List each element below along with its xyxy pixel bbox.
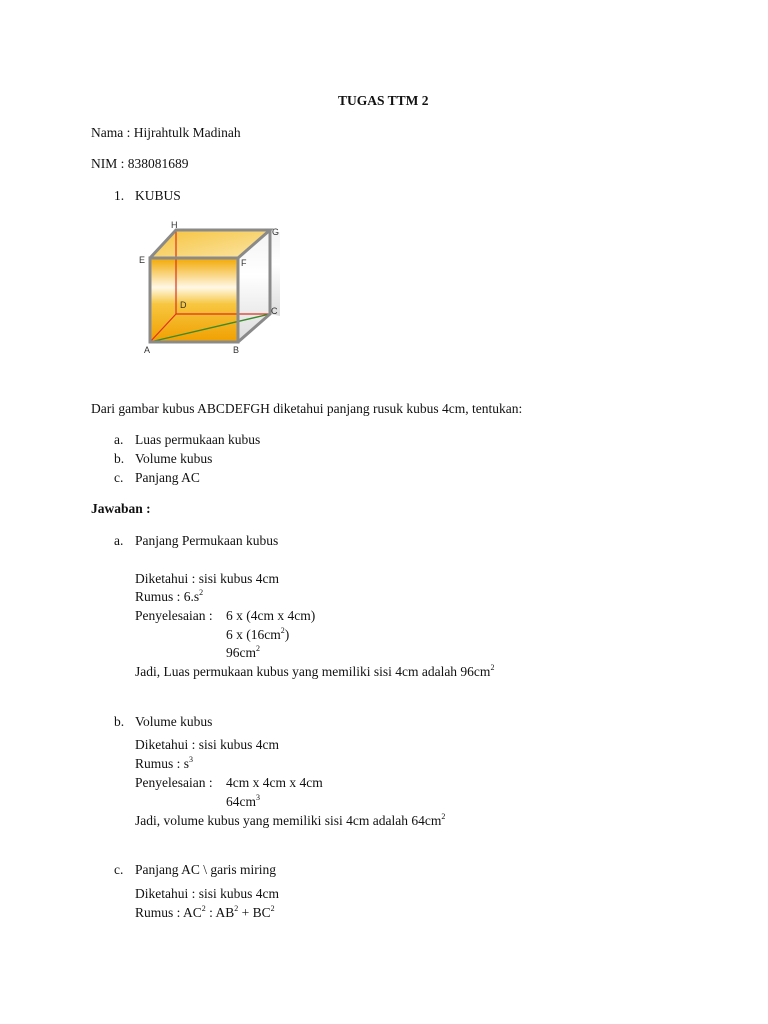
answer-a-formula: Rumus : $6.s^2$ [135,587,204,604]
answer-b-known: Diketahui : sisi kubus 4cm [135,737,279,752]
answer-a-step3: $96cm^2$ [226,643,260,660]
nim-line: NIM : 838081689 [91,156,189,171]
answer-c-marker: c. [114,862,124,877]
cube-front-face [150,258,238,342]
answer-a-marker: a. [114,533,124,548]
answer-a-step1: 6 x (4cm x 4cm) [226,608,316,623]
vertex-c: C [271,306,278,316]
answer-a-solution-label: Penyelesaian : [135,608,213,623]
answer-a-title: Panjang Permukaan kubus [135,533,279,548]
answer-a-conclusion: Jadi, Luas permukaan kubus yang memiliki sisi 4cm adalah $96cm^2$ [135,662,495,679]
question-marker-a: a. [114,432,124,447]
section-number: 1. [114,188,125,203]
answer-c-formula: Rumus : $AC^2$ : $AB^2 + BC^2$ [135,903,275,920]
vertex-g: G [272,227,280,237]
cube-figure [138,218,284,356]
answer-b-step2: $64cm^3$ [226,792,260,809]
answer-b-formula: Rumus : $s^3$ [135,754,194,771]
question-intro: Dari gambar kubus ABCDEFGH diketahui panjang rusuk kubus 4cm, tentukan: [91,401,523,416]
question-item-c: Panjang AC [135,470,200,485]
answer-c-known: Diketahui : sisi kubus 4cm [135,886,279,901]
answer-b-marker: b. [114,714,125,729]
answer-a-known: Diketahui : sisi kubus 4cm [135,571,279,586]
answer-b-step1: 4cm x 4cm x 4cm [226,775,323,790]
answer-a-step2: 6 x $(16cm^2)$ [226,625,290,642]
question-marker-b: b. [114,451,125,466]
section-label: KUBUS [135,188,181,203]
doc-title: TUGAS TTM 2 [338,93,429,108]
vertex-f: F [241,258,247,268]
answer-c-title: Panjang AC \ garis miring [135,862,276,877]
question-marker-c: c. [114,470,124,485]
question-item-a: Luas permukaan kubus [135,432,261,447]
answer-heading: Jawaban : [91,501,151,516]
name-line: Nama : Hijrahtulk Madinah [91,125,241,140]
vertex-b: B [233,345,240,355]
vertex-a: A [144,345,151,355]
answer-b-title: Volume kubus [135,714,213,729]
vertex-e: E [139,255,146,265]
question-item-b: Volume kubus [135,451,213,466]
answer-b-solution-label: Penyelesaian : [135,775,213,790]
answer-b-conclusion: Jadi, volume kubus yang memiliki sisi 4cm adalah $64cm^2$ [135,811,446,828]
vertex-h: H [171,220,178,230]
vertex-d: D [180,300,187,310]
